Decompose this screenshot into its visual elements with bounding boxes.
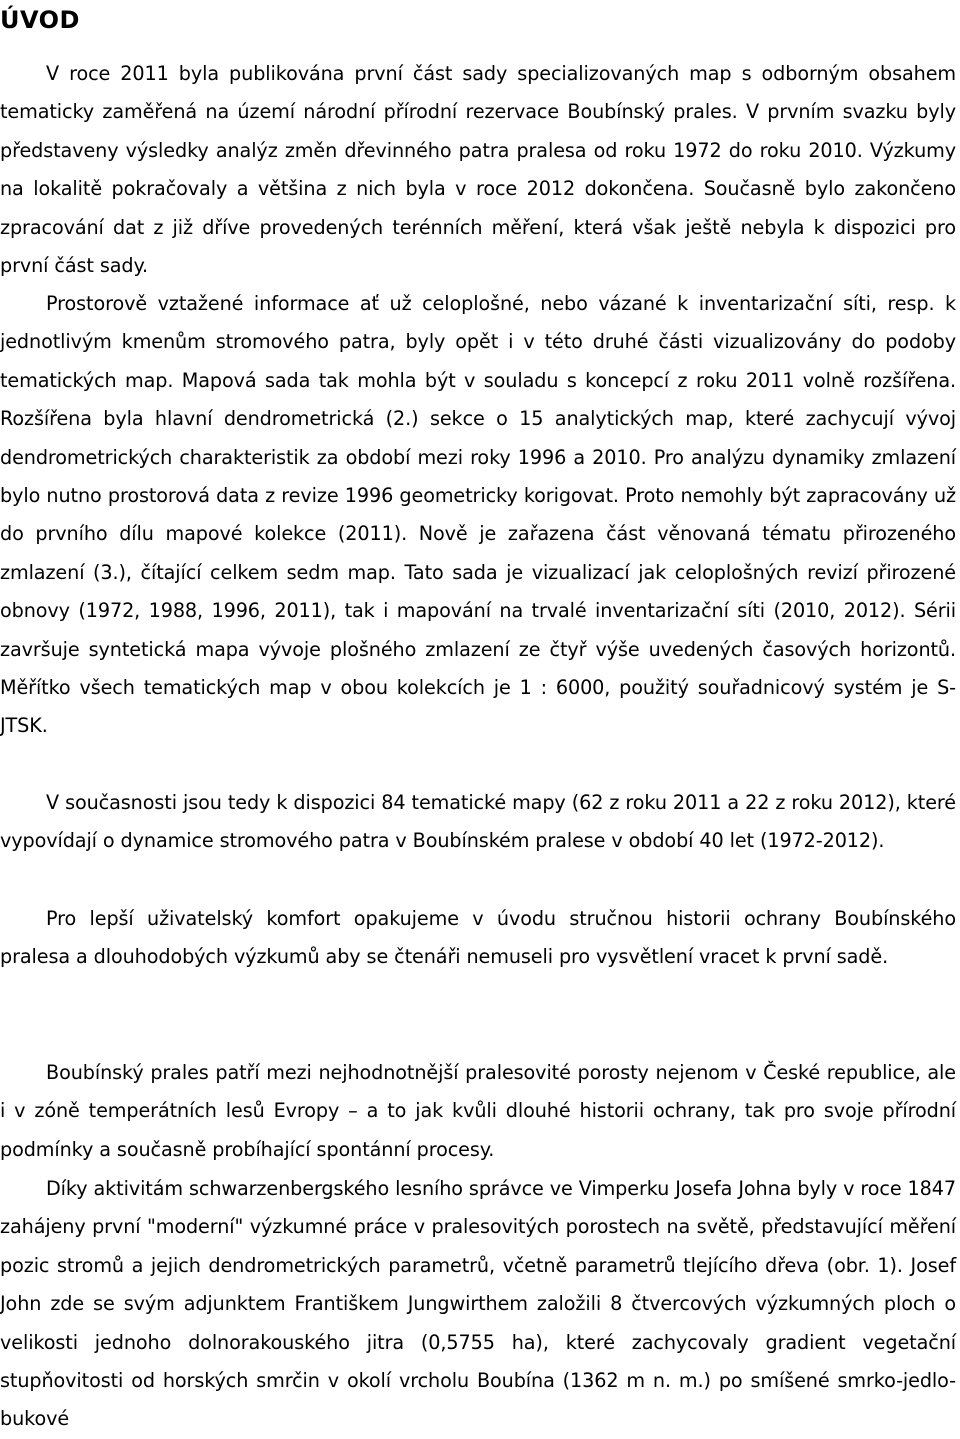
paragraph-spatial-information: Prostorově vztažené informace ať už celoplošné, nebo vázané k inventarizační síti, resp. k jednotlivým kmenům stromového patra, byly opět i v této druhé části vizualizovány do podoby tematických map. Mapová sada tak mohla být v souladu s koncepcí z roku 2011 volně rozšířena. Rozšířena byla hlavní dendrometrická (2.) sekce o 15 analytických map, které zachycují vývoj dendrometrických charakteristik za období mezi roky 1996 a 2010. Pro analýzu dynamiky zmlazení bylo nutno prostorová data z revize 1996 geometricky korigovat. Proto nemohly být zapracovány už do prvního dílu mapové kolekce (2011). Nově je zařazena část věnovaná tématu přirozeného zmlazení (3.), čítající celkem sedm map. Tato sada je vizualizací jak celoplošných revizí přirozené obnovy (1972, 1988, 1996, 2011), tak i mapování na trvalé inventarizační síti (2010, 2012). Sérii završuje syntetická mapa vývoje plošného zmlazení ze čtyř výše uvedených časových horizontů. Měřítko všech tematických map v obou kolekcích je 1 : 6000, použitý souřadnicový systém je S-JTSK.: [0, 292, 956, 738]
paragraph-history-note: Pro lepší uživatelský komfort opakujeme v úvodu stručnou historii ochrany Boubínského pralesa a dlouhodobých výzkumů aby se čtenáři nemuseli pro vysvětlení vracet k první sadě.: [0, 907, 956, 969]
paragraph-boubin-value: Boubínský prales patří mezi nejhodnotnější pralesovité porosty nejenom v České republice, ale i v zóně temperátních lesů Evropy – a to jak kvůli dlouhé historii ochrany, tak pro svoje přírodní podmínky a současně probíhající spontánní procesy.: [0, 1061, 956, 1161]
paragraph-john-research: Díky aktivitám schwarzenbergského lesního správce ve Vimperku Josefa Johna byly v roce 1847 zahájeny první "moderní" výzkumné práce v pralesovitých porostech na světě, představující měření pozic stromů a jejich dendrometrických parametrů, včetně parametrů tlejícího dřeva (obr. 1). Josef John zde se svým adjunktem Františkem Jungwirthem založili 8 čtvercových výzkumných ploch o velikosti jednoho dolnorakouského jitra (0,5755 ha), které zachycovaly gradient vegetační stupňovitosti od horských smrčin v okolí vrcholu Boubína (1362 m n. m.) po smíšené smrko-jedlo-bukové: [0, 1177, 956, 1431]
page-title: ÚVOD: [0, 6, 80, 34]
paragraph-map-count: V současnosti jsou tedy k dispozici 84 tematické mapy (62 z roku 2011 a 22 z roku 2012), které vypovídají o dynamice stromového patra v Boubínském pralese v období 40 let (1972-2012).: [0, 791, 956, 853]
paragraph-intro-2011: V roce 2011 byla publikována první část sady specializovaných map s odborným obsahem tematicky zaměřená na území národní přírodní rezervace Boubínský prales. V prvním svazku byly představeny výsledky analýz změn dřevinného patra pralesa od roku 1972 do roku 2010. Výzkumy na lokalitě pokračovaly a většina z nich byla v roce 2012 dokončena. Současně bylo zakončeno zpracování dat z již dříve provedených terénních měření, která však ještě nebyla k dispozici pro první část sady.: [0, 62, 956, 278]
